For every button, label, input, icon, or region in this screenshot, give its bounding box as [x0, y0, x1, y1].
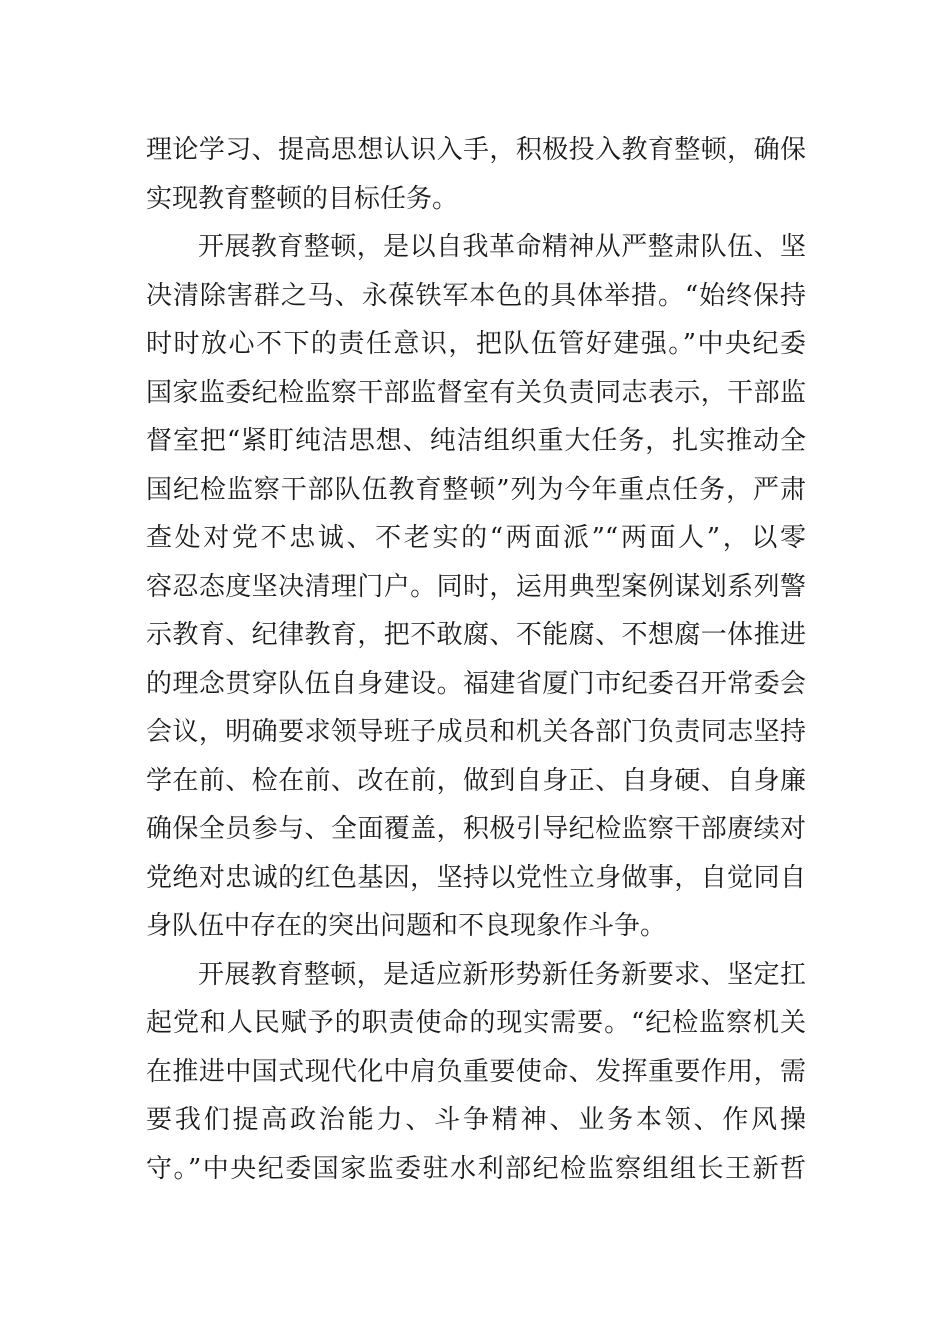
text-line: 国家监委纪检监察干部监督室有关负责同志表示，干部监 — [146, 377, 806, 408]
text-line: 要我们提高政治能力、斗争精神、业务本领、作风操 — [146, 1105, 806, 1135]
text-line: 决清除害群之马、永葆铁军本色的具体举措。“始终保持 — [146, 280, 806, 311]
text-line: 示教育、纪律教育，把不敢腐、不能腐、不想腐一体推进 — [146, 620, 806, 650]
text-line: 确保全员参与、全面覆盖，积极引导纪检监察干部赓续对 — [146, 814, 806, 844]
body-text — [146, 126, 806, 1193]
text-line: 国纪检监察干部队伍教育整顿”列为今年重点任务，严肃 — [146, 474, 806, 505]
text-line: 起党和人民赋予的职责使命的现实需要。“纪检监察机关 — [146, 1008, 806, 1038]
text-line: 容忍态度坚决清理门户。同时，运用典型案例谋划系列警 — [146, 571, 806, 602]
text-line: 督室把“紧盯纯洁思想、纯洁组织重大任务，扎实推动全 — [146, 426, 806, 456]
paragraph-start-line: 开展教育整顿，是以自我革命精神从严整肃队伍、坚 — [198, 232, 806, 262]
text-line: 查处对党不忠诚、不老实的“两面派”“两面人”，以零 — [146, 523, 806, 553]
text-line: 身队伍中存在的突出问题和不良现象作斗争。 — [146, 911, 667, 941]
text-line: 理论学习、提高思想认识入手，积极投入教育整顿，确保 — [146, 135, 806, 165]
text-line: 实现教育整顿的目标任务。 — [146, 183, 459, 214]
text-line: 时时放心不下的责任意识，把队伍管好建强。”中央纪委 — [146, 329, 806, 359]
text-line: 学在前、检在前、改在前，做到自身正、自身硬、自身廉 — [146, 765, 806, 796]
text-line: 会议，明确要求领导班子成员和机关各部门负责同志坚持 — [146, 717, 806, 747]
text-line: 守。”中央纪委国家监委驻水利部纪检监察组组长王新哲 — [146, 1153, 806, 1184]
text-line: 党绝对忠诚的红色基因，坚持以党性立身做事，自觉同自 — [146, 862, 806, 893]
paragraph-start-line: 开展教育整顿，是适应新形势新任务新要求、坚定扛 — [198, 959, 806, 990]
text-line: 的理念贯穿队伍自身建设。福建省厦门市纪委召开常委会 — [146, 668, 806, 699]
text-line: 在推进中国式现代化中肩负重要使命、发挥重要作用，需 — [146, 1056, 806, 1087]
